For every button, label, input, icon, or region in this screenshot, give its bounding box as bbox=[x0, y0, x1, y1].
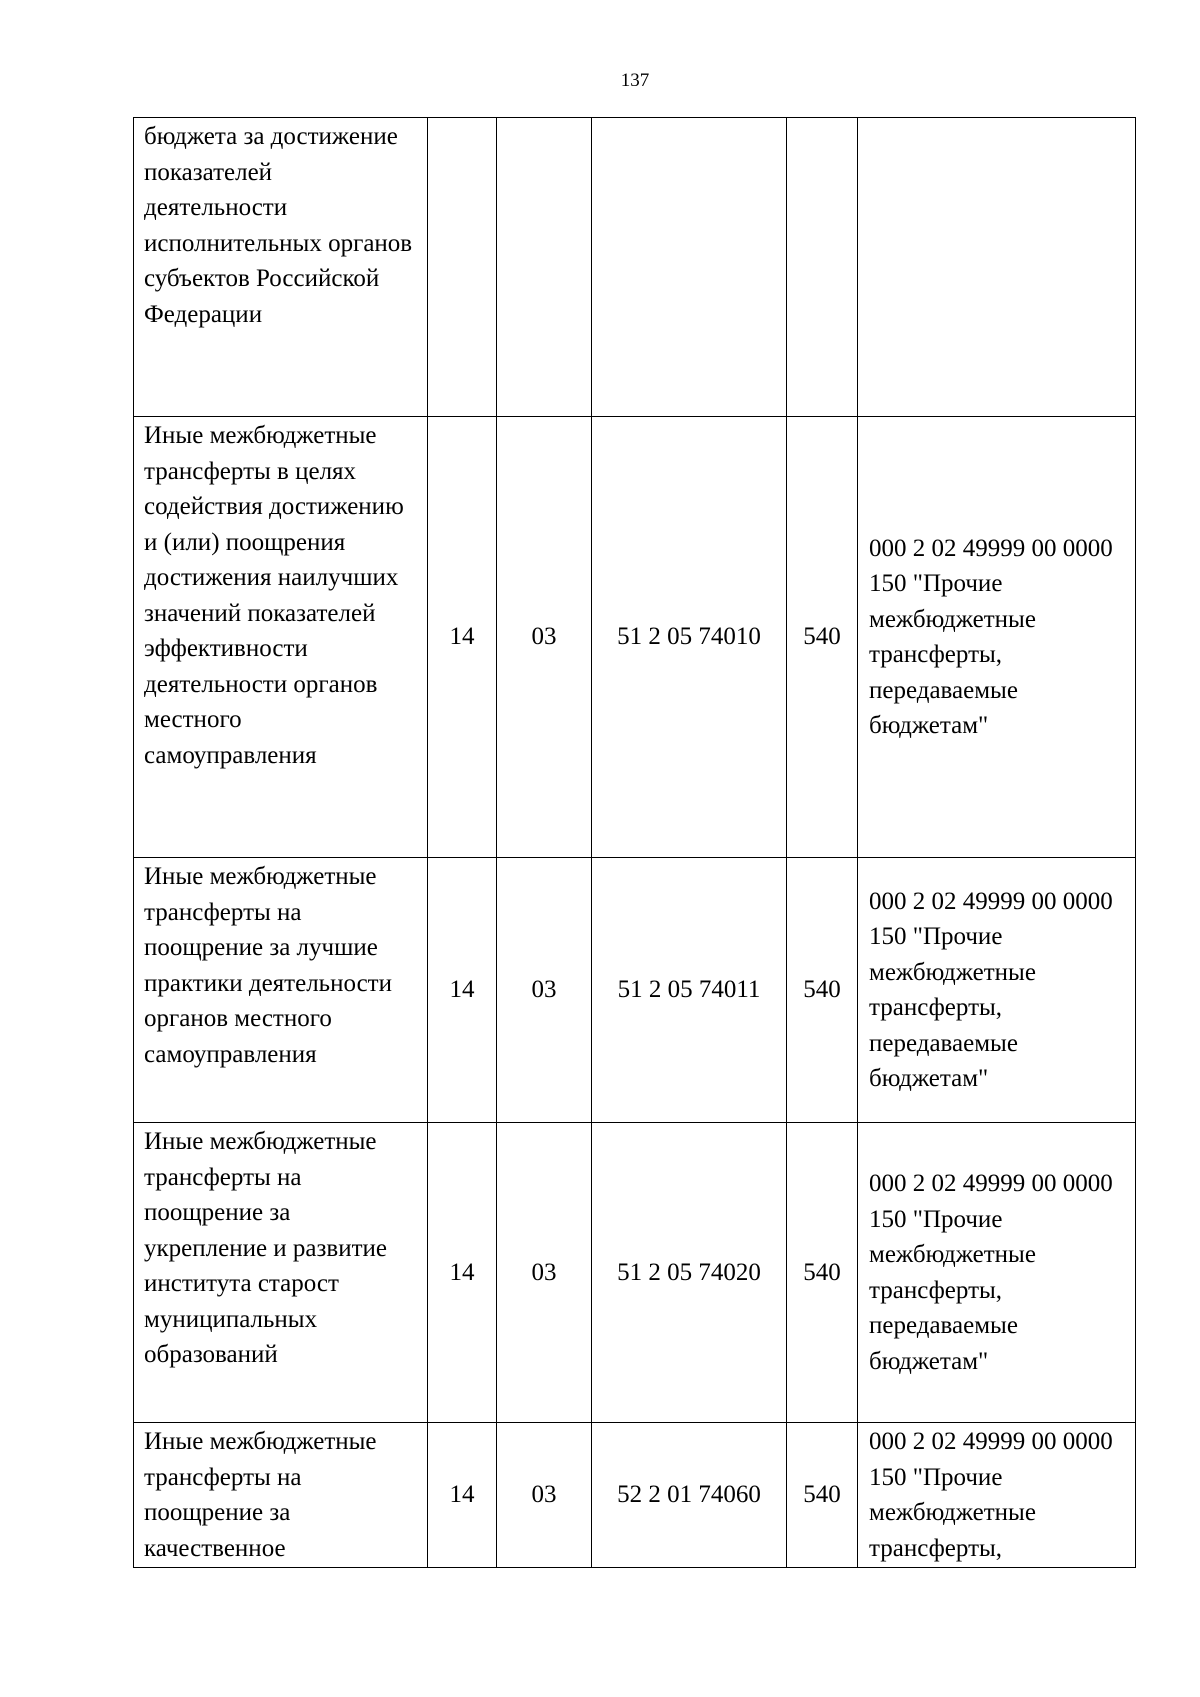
table-row bbox=[134, 417, 1136, 858]
cell-subsection: 03 bbox=[497, 1123, 592, 1423]
cell-revenue-code: 000 2 02 49999 00 0000 150 "Прочие межбюджетные трансферты, передаваемые бюджетам" bbox=[858, 858, 1136, 1123]
cell-subsection: 03 bbox=[497, 417, 592, 858]
cell-subsection bbox=[497, 118, 592, 417]
table-row bbox=[134, 118, 1136, 417]
cell-expense-type bbox=[787, 118, 858, 417]
cell-name: Иные межбюджетные трансферты на поощрение за качественное bbox=[134, 1423, 428, 1568]
cell-subsection: 03 bbox=[497, 1423, 592, 1568]
cell-name: Иные межбюджетные трансферты в целях содействия достижению и (или) поощрения достижения наилучших значений показателей эффективности деятельности органов местного самоуправления bbox=[134, 417, 428, 858]
cell-revenue-code: 000 2 02 49999 00 0000 150 "Прочие межбюджетные трансферты, передаваемые бюджетам" bbox=[858, 417, 1136, 858]
cell-revenue-code: 000 2 02 49999 00 0000 150 "Прочие межбюджетные трансферты, передаваемые бюджетам" bbox=[858, 1123, 1136, 1423]
cell-section: 14 bbox=[428, 1123, 497, 1423]
cell-section: 14 bbox=[428, 417, 497, 858]
cell-section: 14 bbox=[428, 1423, 497, 1568]
page-number: 137 bbox=[620, 70, 650, 91]
cell-name: Иные межбюджетные трансферты на поощрение за укрепление и развитие института старост муниципальных образований bbox=[134, 1123, 428, 1423]
cell-expense-type: 540 bbox=[787, 1423, 858, 1568]
cell-section: 14 bbox=[428, 858, 497, 1123]
cell-target: 52 2 01 74060 bbox=[592, 1423, 787, 1568]
cell-revenue-code bbox=[858, 118, 1136, 417]
cell-target: 51 2 05 74010 bbox=[592, 417, 787, 858]
cell-revenue-code: 000 2 02 49999 00 0000 150 "Прочие межбюджетные трансферты, bbox=[858, 1423, 1136, 1568]
cell-target: 51 2 05 74020 bbox=[592, 1123, 787, 1423]
table-row bbox=[134, 1423, 1136, 1568]
cell-expense-type: 540 bbox=[787, 417, 858, 858]
cell-expense-type: 540 bbox=[787, 858, 858, 1123]
cell-target bbox=[592, 118, 787, 417]
table-row bbox=[134, 1123, 1136, 1423]
budget-table bbox=[133, 117, 1136, 1568]
cell-target: 51 2 05 74011 bbox=[592, 858, 787, 1123]
table-row bbox=[134, 858, 1136, 1123]
cell-name: Иные межбюджетные трансферты на поощрение за лучшие практики деятельности органов местного самоуправления bbox=[134, 858, 428, 1123]
cell-expense-type: 540 bbox=[787, 1123, 858, 1423]
cell-section bbox=[428, 118, 497, 417]
cell-subsection: 03 bbox=[497, 858, 592, 1123]
cell-name: бюджета за достижение показателей деятельности исполнительных органов субъектов Российской Федерации bbox=[134, 118, 428, 417]
